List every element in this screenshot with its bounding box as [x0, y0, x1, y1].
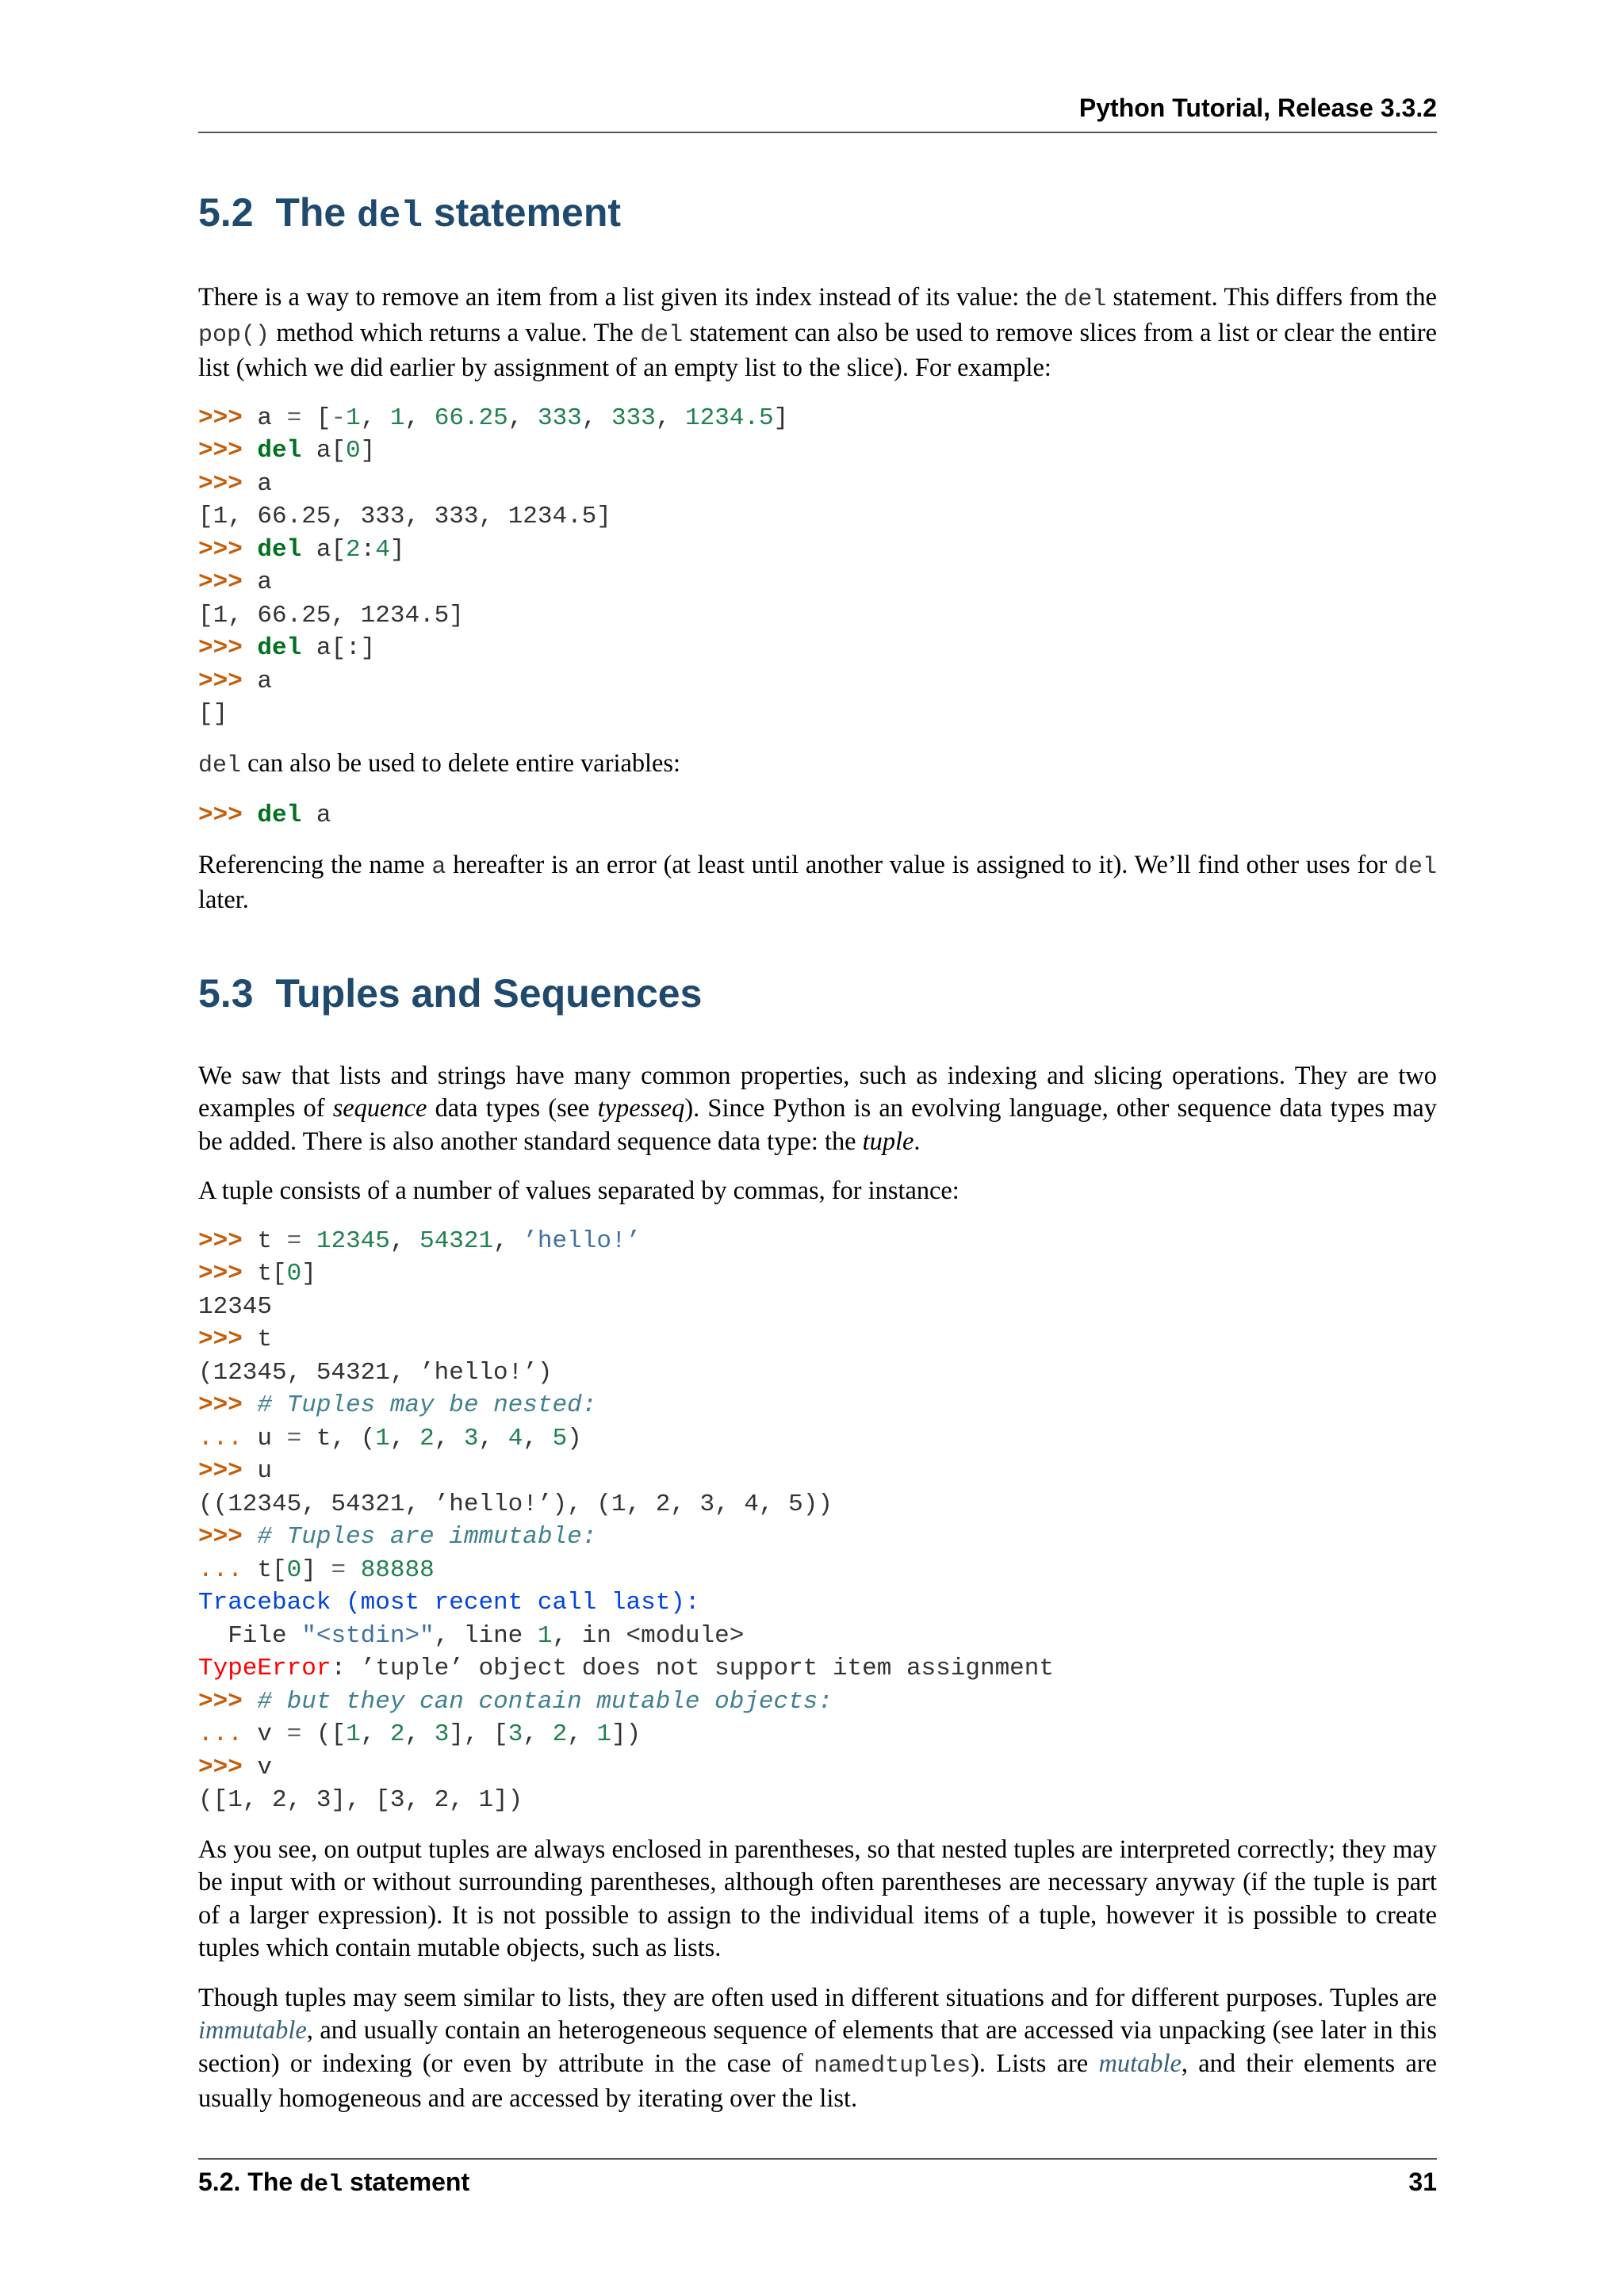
page-header	[198, 94, 1437, 133]
paragraph: There is a way to remove an item from a list given its index instead of its value: the del statement. This differs from the pop() method which returns a value. The del statement can also be used to remove slices from a list or clear the entire list (which we did earlier by assignment of an empty list to the slice). For example:	[198, 283, 1438, 383]
footer-section-title: 5.2. The del statement	[198, 2168, 470, 2198]
paragraph: del can also be used to delete entire variables:	[198, 748, 681, 779]
page-content	[198, 189, 1437, 2116]
glossary-link-immutable[interactable]: immutable	[198, 2016, 307, 2045]
paragraph: Referencing the name a hereafter is an error (at least until another value is assigned to it). We’ll find other uses for del later.	[198, 850, 1437, 915]
section-heading-5-3: 5.3 Tuples and Sequences	[198, 970, 703, 1016]
code-block-del: >>> a = [-1, 1, 66.25, 333, 333, 1234.5] >>> del a[0] >>> a [1, 66.25, 333, 333, 1234.5] >>> del a[2:4] >>> a [1, 66.25, 1234.5] >>> del a[:] >>> a []	[198, 404, 789, 729]
section-number: 5.3	[198, 970, 254, 1016]
section-heading-5-2: 5.2 The del statement	[198, 190, 622, 237]
paragraph: A tuple consists of a number of values separated by commas, for instance:	[198, 1177, 959, 1206]
code-block-del-var: >>> del a	[198, 802, 331, 830]
running-head: Python Tutorial, Release 3.3.2	[1078, 94, 1437, 122]
code-block-tuples: >>> t = 12345, 54321, ’hello!’ >>> t[0] 12345 >>> t (12345, 54321, ’hello!’) >>> # Tuples may be nested: ... u = t, (1, 2, 3, 4, 5) >>> u ((12345, 54321, ’hello!’), (1, 2, 3, 4, 5)) >>> # Tuples are immutable: ... t[0] = 88888 Traceback (most recent call last): File "<stdin>", line 1, in <module> TypeError: ’tuple’ object does not support item assignment >>> # but they can contain mutable objects: ... v = ([1, 2, 3], [3, 2, 1]) >>> v ([1, 2, 3], [3, 2, 1])	[198, 1226, 1054, 1815]
paragraph: As you see, on output tuples are always enclosed in parentheses, so that nested tuples are interpreted correctly; they may be input with or without surrounding parentheses, although often parentheses are necessary anyway (if the tuple is part of a larger expression). It is not possible to assign to the individual items of a tuple, however it is possible to create tuples which contain mutable objects, such as lists.	[198, 1835, 1437, 1963]
heading-code: del	[357, 196, 423, 237]
paragraph: We saw that lists and strings have many common properties, such as indexing and slicing operations. They are two examples of sequence data types (see typesseq). Since Python is an evolving language, other sequence data types may be added. There is also another standard sequence data type: the tuple.	[198, 1061, 1437, 1156]
paragraph: Though tuples may seem similar to lists, they are often used in different situations and for different purposes. Tuples are immutable, and usually contain an heterogeneous sequence of elements that are accessed via unpacking (see later in this section) or indexing (or even by attribute in the case of namedtuples). Lists are mutable, and their elements are usually homogeneous and are accessed by iterating over the list.	[198, 1983, 1437, 2114]
page-number: 31	[1408, 2168, 1437, 2196]
glossary-link-mutable[interactable]: mutable	[1098, 2049, 1182, 2078]
section-number: 5.2	[198, 190, 254, 235]
page-footer	[198, 2158, 1437, 2198]
